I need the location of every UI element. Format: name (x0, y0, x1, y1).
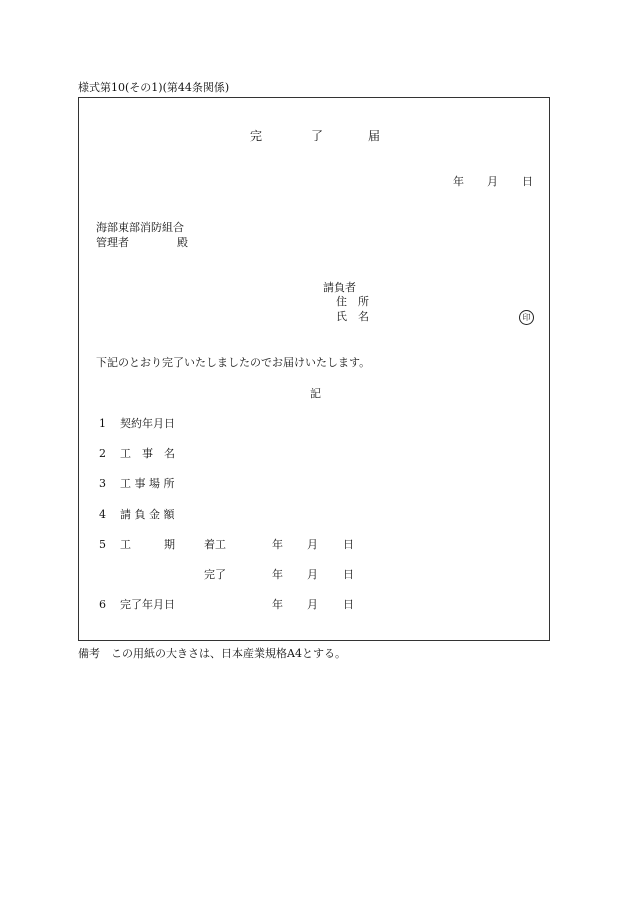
item-1-no: 1 (99, 417, 106, 430)
addressee-org: 海部東部消防組合 (96, 221, 184, 234)
date-month: 月 (487, 175, 498, 188)
footnote: 備考 この用紙の大きさは、日本産業規格A4とする。 (78, 647, 346, 660)
statement: 下記のとおり完了いたしましたのでお届けいたします。 (96, 356, 371, 369)
period-end-year: 年 (272, 568, 283, 581)
ki-label: 記 (310, 387, 321, 400)
title-char-2: 了 (311, 129, 324, 143)
item-6-no: 6 (99, 598, 106, 611)
contractor-label: 請負者 (323, 281, 356, 294)
form-number: 様式第10(その1)(第44条関係) (78, 81, 230, 94)
contractor-name-label: 氏 名 (336, 310, 369, 323)
completion-month: 月 (307, 598, 318, 611)
form-frame (78, 97, 550, 641)
title-char-1: 完 (250, 129, 263, 143)
contractor-address-label: 住 所 (336, 295, 369, 308)
item-3-label: 工 事 場 所 (120, 477, 175, 490)
period-start-day: 日 (343, 538, 354, 551)
period-start-year: 年 (272, 538, 283, 551)
item-3-no: 3 (99, 477, 106, 490)
period-start-month: 月 (307, 538, 318, 551)
item-5-label: 工 期 (120, 538, 175, 551)
item-4-label: 請 負 金 額 (120, 508, 175, 521)
date-day: 日 (522, 175, 533, 188)
completion-year: 年 (272, 598, 283, 611)
seal-icon: 印 (519, 310, 534, 325)
period-end-day: 日 (343, 568, 354, 581)
period-start-label: 着工 (204, 538, 226, 551)
item-6-label: 完了年月日 (120, 598, 175, 611)
item-5-no: 5 (99, 538, 106, 551)
title-char-3: 届 (368, 129, 381, 143)
addressee-honorific: 殿 (177, 236, 188, 249)
item-1-label: 契約年月日 (120, 417, 175, 430)
period-end-month: 月 (307, 568, 318, 581)
item-2-no: 2 (99, 447, 106, 460)
item-2-label: 工 事 名 (120, 447, 175, 460)
item-4-no: 4 (99, 508, 106, 521)
date-year: 年 (453, 175, 464, 188)
completion-day: 日 (343, 598, 354, 611)
period-end-label: 完了 (204, 568, 226, 581)
addressee-role: 管理者 (96, 236, 129, 249)
